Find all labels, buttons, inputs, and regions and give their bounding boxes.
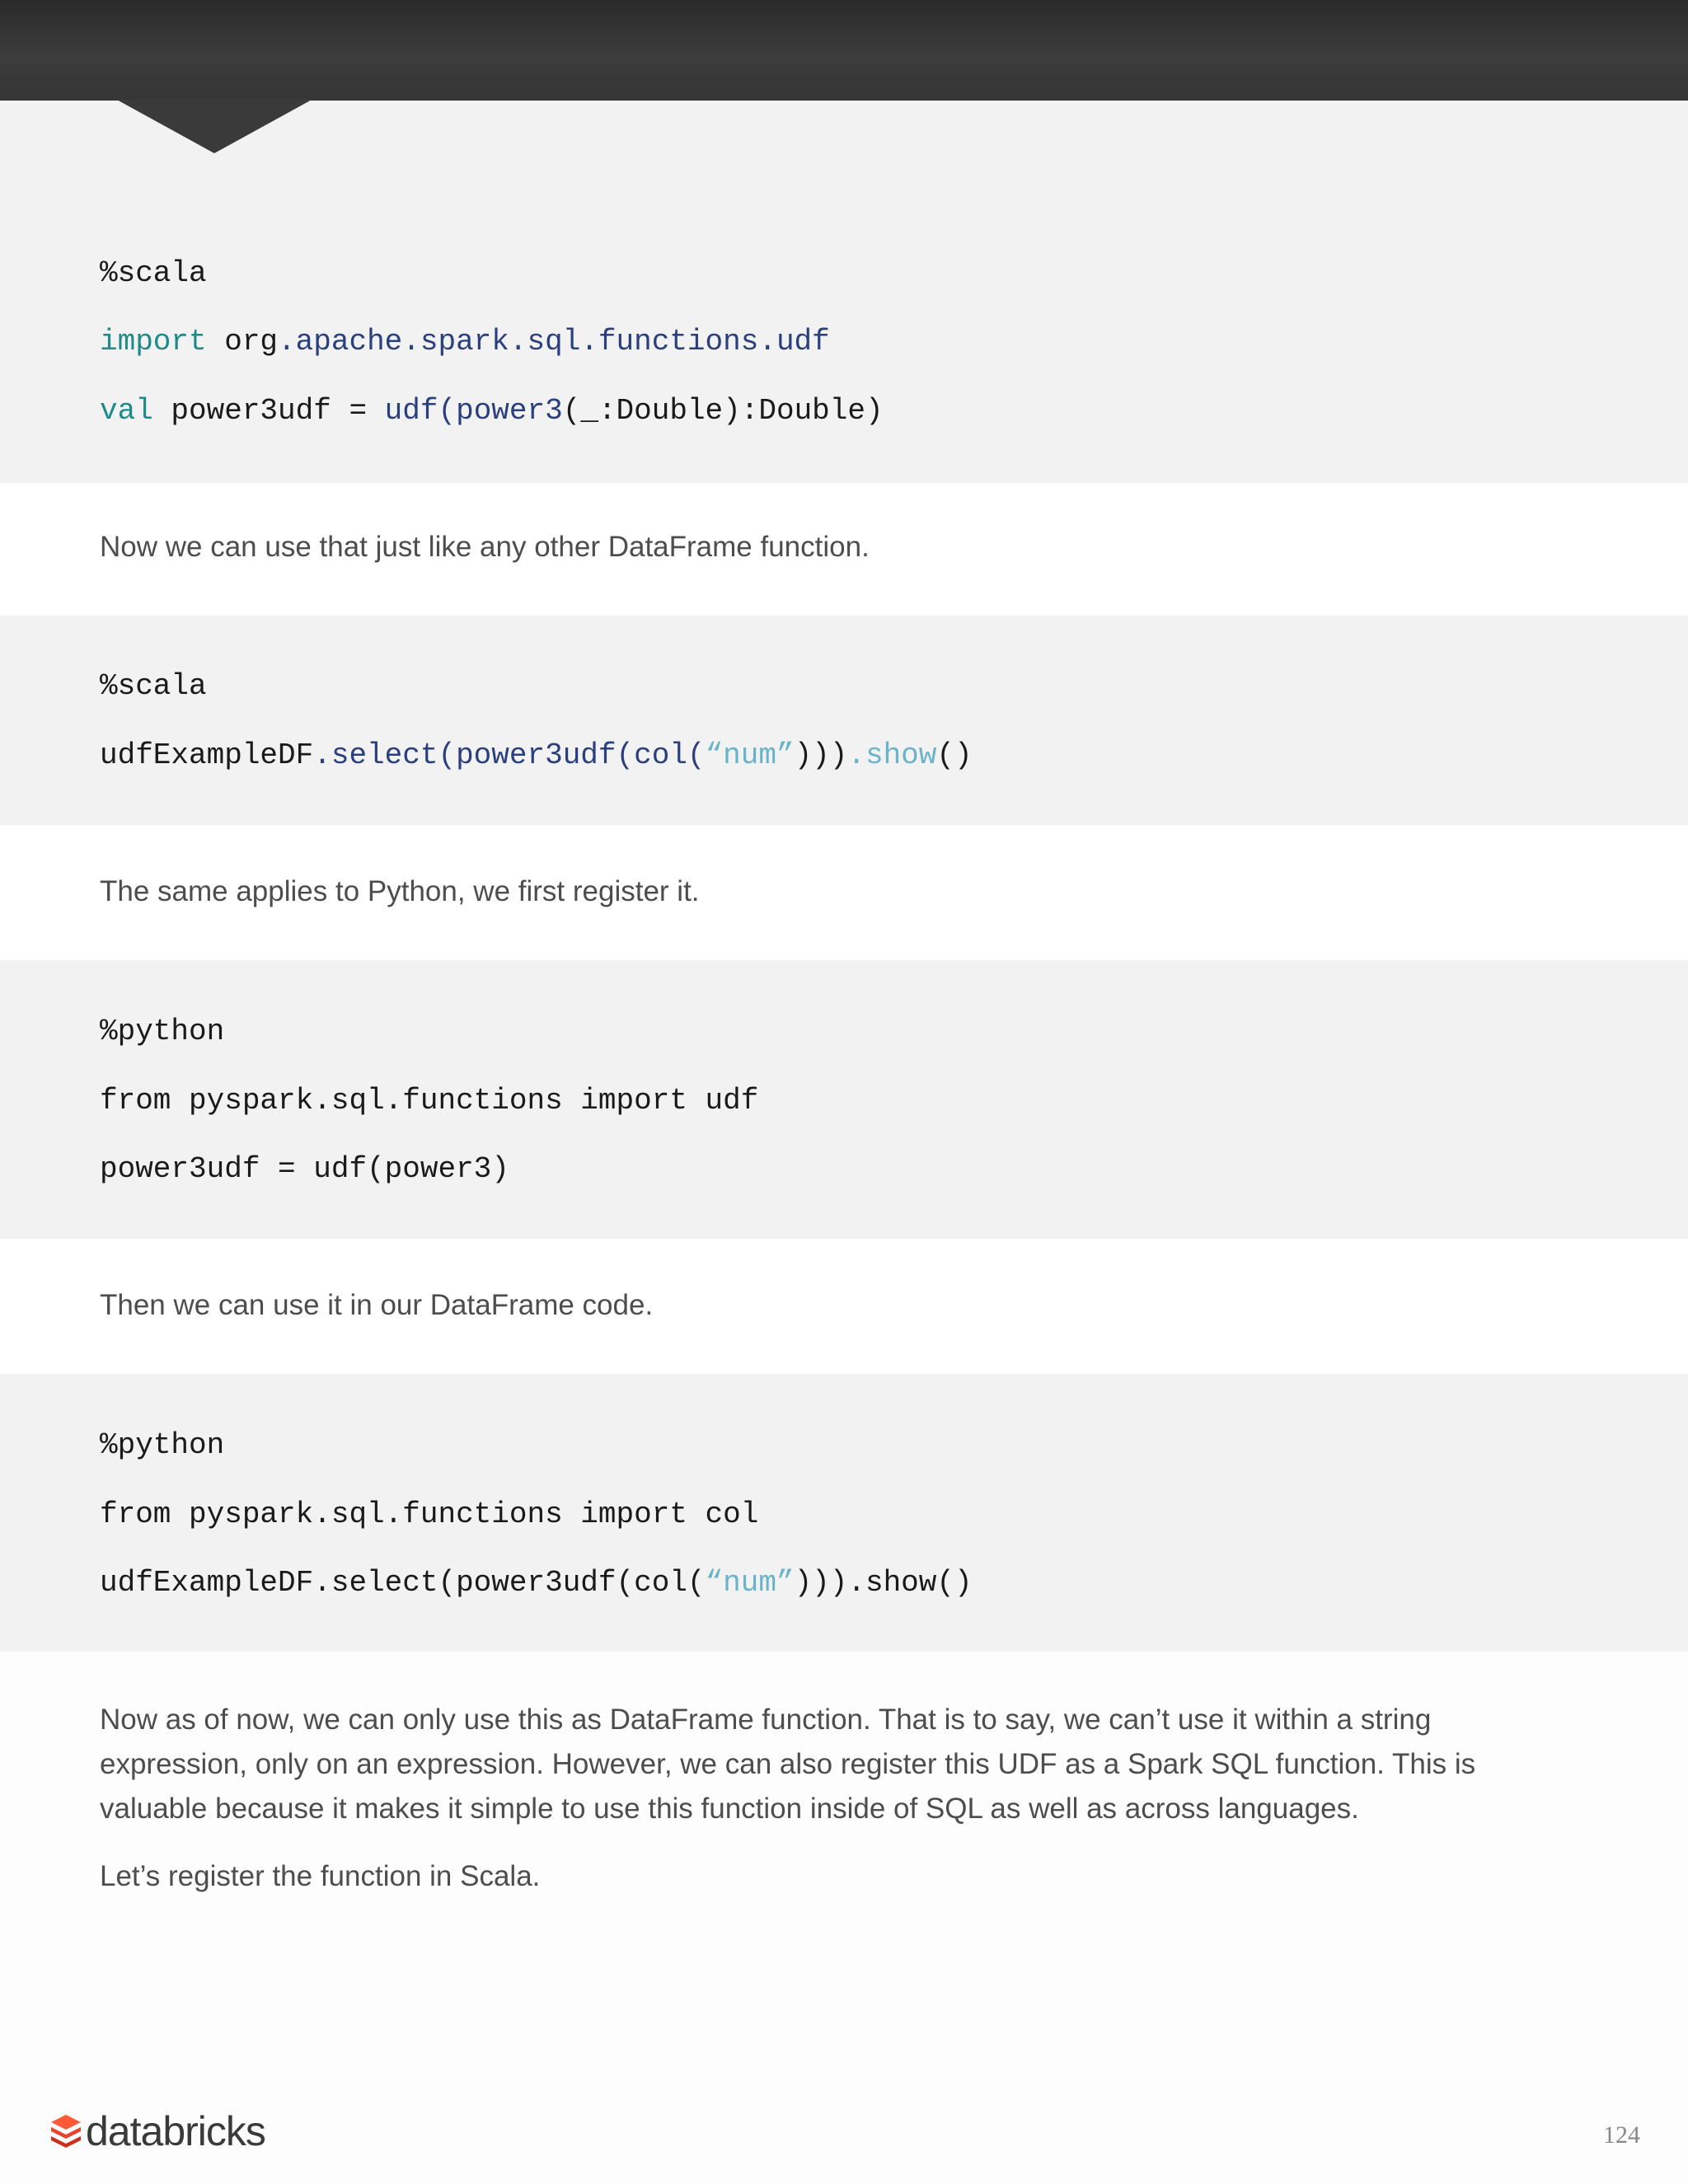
code-line: %scala xyxy=(100,256,207,290)
databricks-stack-icon xyxy=(49,2113,82,2149)
code-line: udfExampleDF.select(power3udf(col(“num”))).show() xyxy=(100,1566,973,1600)
code-line: val power3udf = udf(power3(_:Double):Double) xyxy=(100,394,884,428)
code-line: from pyspark.sql.functions import udf xyxy=(100,1084,759,1118)
paragraph: Now as of now, we can only use this as DataFrame function. That is to say, we can’t use it within a string expression, only on an expression. However, we can also register this UDF as a Spark SQL function. This is valuable because it makes it simple to use this function inside of SQL as well as across languages. xyxy=(100,1704,1476,1825)
paragraph: The same applies to Python, we first register it. xyxy=(100,875,700,907)
paragraph: Then we can use it in our DataFrame code. xyxy=(100,1289,654,1321)
paragraph: Now we can use that just like any other DataFrame function. xyxy=(100,531,870,563)
code-line: udfExampleDF.select(power3udf(col(“num”))).show() xyxy=(100,738,973,772)
code-line: import org.apache.spark.sql.functions.udf xyxy=(100,325,830,359)
code-line: %scala xyxy=(100,669,207,703)
code-line: from pyspark.sql.functions import col xyxy=(100,1497,759,1531)
code-block-2 xyxy=(0,616,1688,825)
code-line: %python xyxy=(100,1428,225,1462)
logo-wordmark: databricks xyxy=(86,2108,265,2154)
page-number: 124 xyxy=(1603,2121,1640,2149)
code-line: power3udf = udf(power3) xyxy=(100,1152,509,1186)
paragraph: Let’s register the function in Scala. xyxy=(100,1860,541,1892)
header-notch xyxy=(115,99,313,153)
databricks-logo xyxy=(49,2107,265,2156)
header-banner xyxy=(0,0,1688,101)
code-line: %python xyxy=(100,1015,225,1048)
